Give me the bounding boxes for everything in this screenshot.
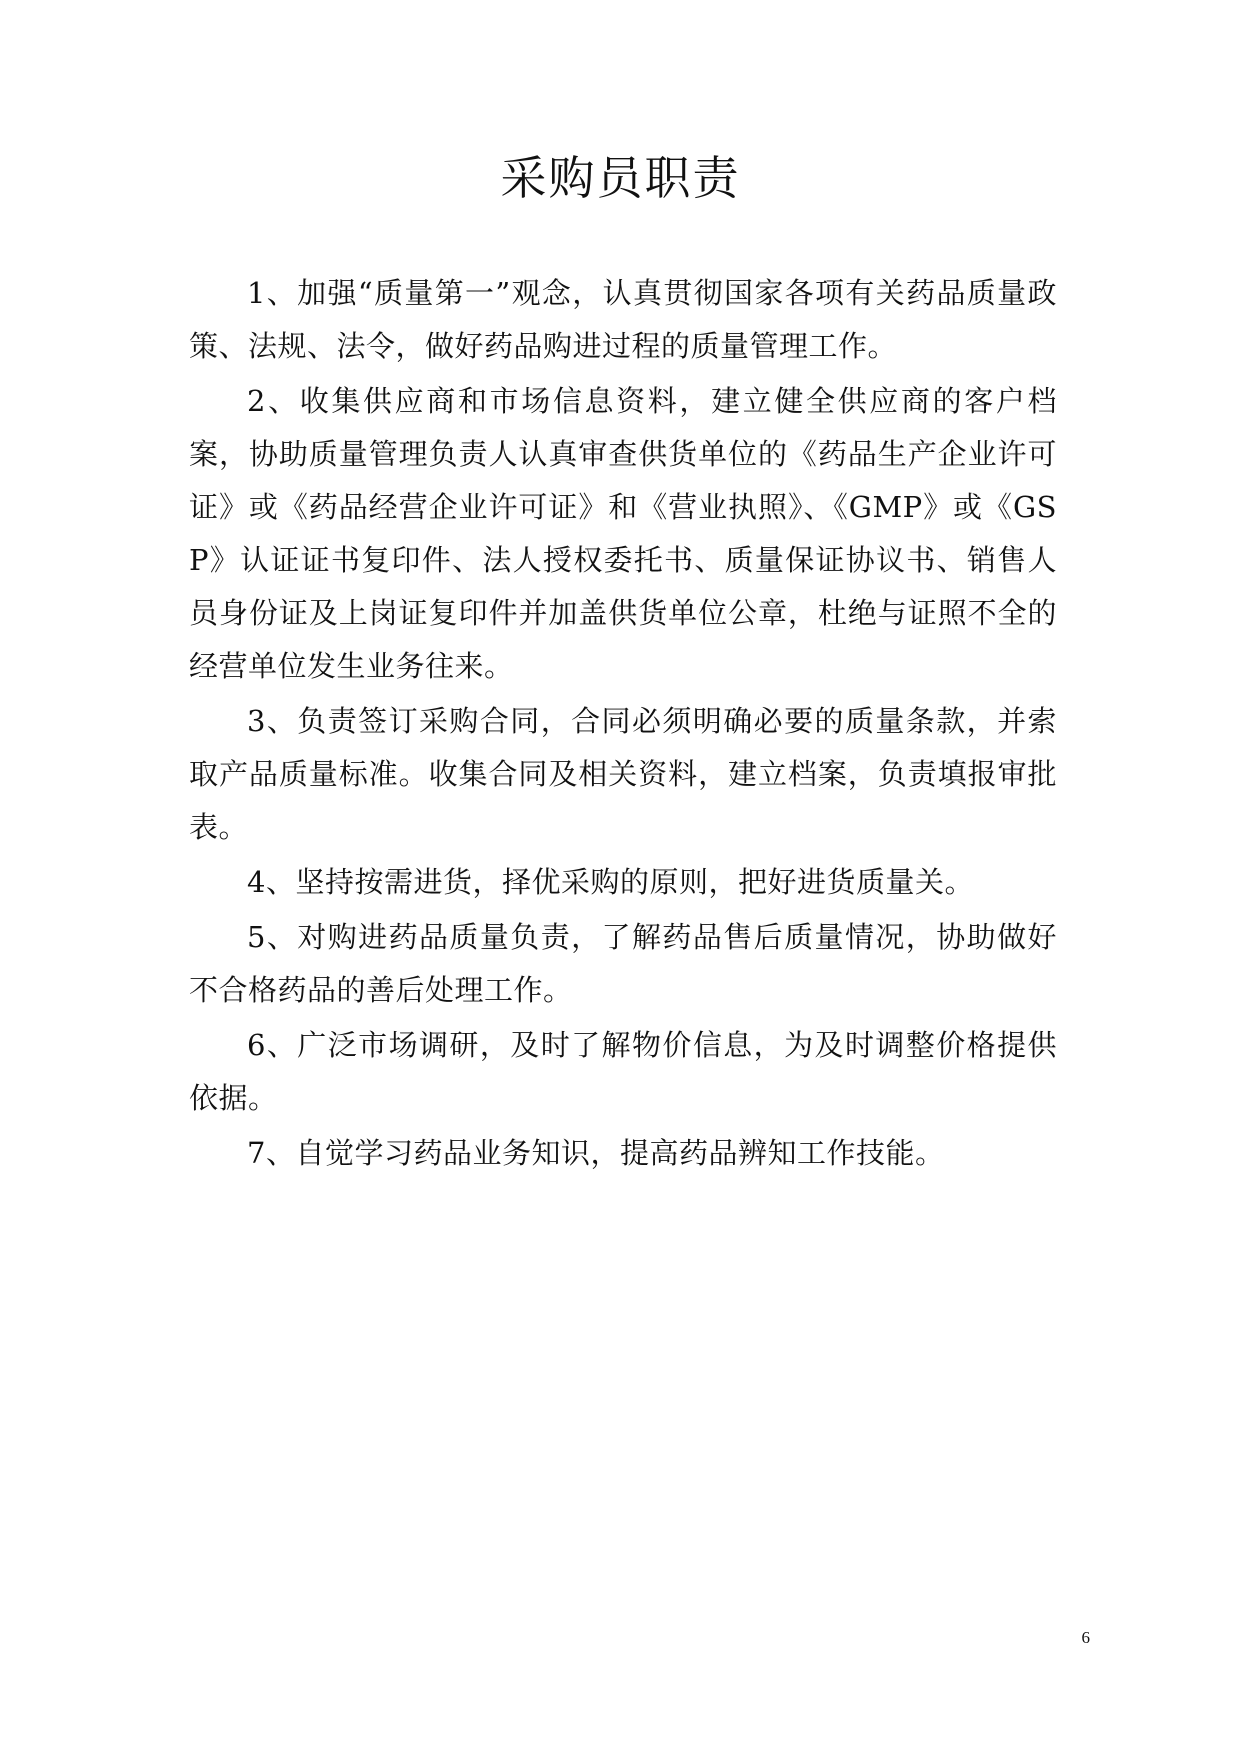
page-number: 6	[1081, 1628, 1090, 1647]
duty-paragraph-6: 6、广泛市场调研，及时了解物价信息，为及时调整价格提供依据。	[189, 1028, 1057, 1115]
duty-paragraph-1: 1、加强“质量第一”观念，认真贯彻国家各项有关药品质量政策、法规、法令，做好药品购进过程的质量管理工作。	[189, 276, 1057, 363]
duty-paragraph-3: 3、负责签订采购合同，合同必须明确必要的质量条款，并索取产品质量标准。收集合同及相关资料，建立档案，负责填报审批表。	[189, 704, 1057, 844]
page-title: 采购员职责	[500, 151, 741, 205]
duty-paragraph-4: 4、坚持按需进货，择优采购的原则，把好进货质量关。	[247, 865, 974, 899]
duty-paragraph-7: 7、自觉学习药品业务知识，提高药品辨知工作技能。	[247, 1136, 945, 1170]
document-body	[189, 267, 1057, 1182]
duty-paragraph-2: 2、收集供应商和市场信息资料，建立健全供应商的客户档案，协助质量管理负责人认真审查供货单位的《药品生产企业许可证》或《药品经营企业许可证》和《营业执照》、《GMP》或《GSP》认证证书复印件、法人授权委托书、质量保证协议书、销售人员身份证及上岗证复印件并加盖供货单位公章，杜绝与证照不全的经营单位发生业务往来。	[189, 384, 1057, 683]
duty-paragraph-5: 5、对购进药品质量负责，了解药品售后质量情况，协助做好不合格药品的善后处理工作。	[189, 920, 1057, 1007]
